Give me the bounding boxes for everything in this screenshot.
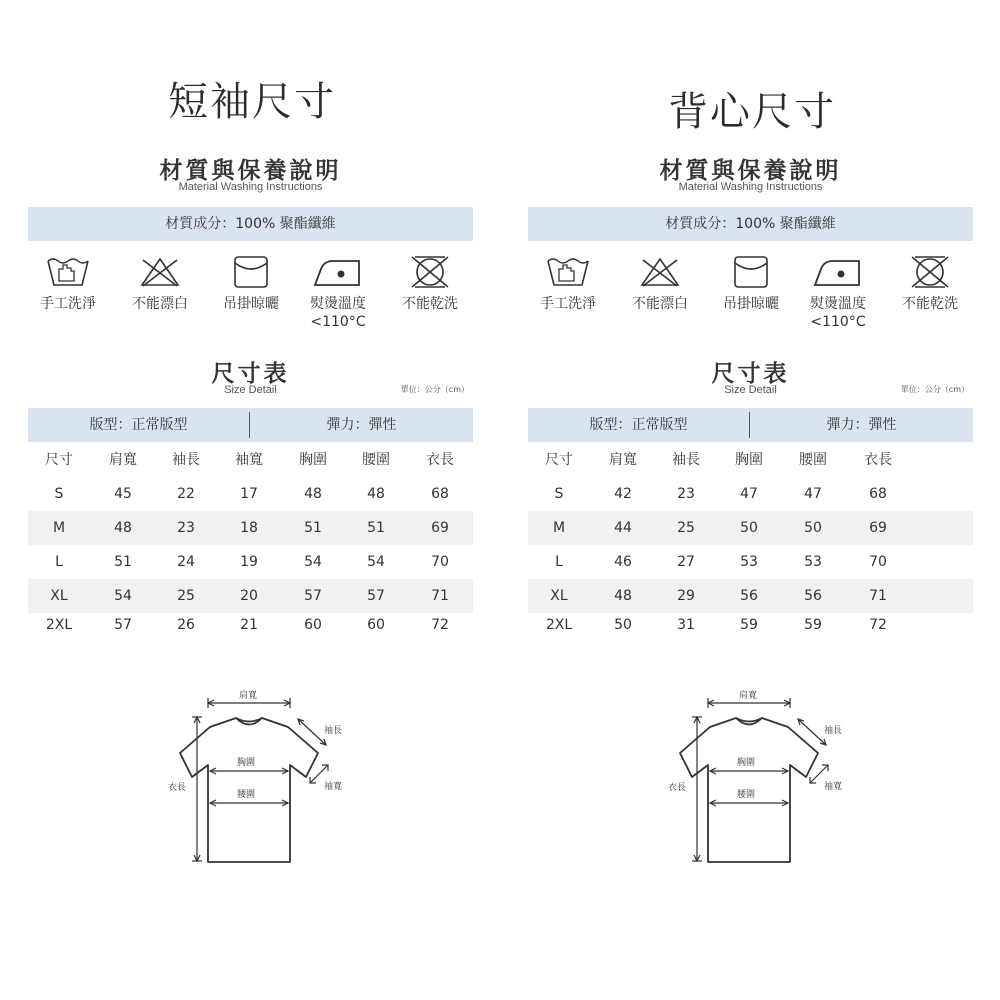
table-header-cell: 胸圍 (299, 452, 327, 468)
diagram-label-sleeve-width: 袖寬 (824, 782, 843, 792)
diagram-label-length: 衣長 (668, 783, 687, 793)
diagram-label-waist: 腰圍 (737, 790, 756, 800)
table-row (528, 511, 973, 545)
care-label: 手工洗淨 (40, 296, 96, 312)
measurement-cell: 70 (431, 554, 449, 570)
measurement-cell: 48 (304, 486, 322, 502)
measurement-cell: 68 (431, 486, 449, 502)
table-row (528, 477, 973, 511)
size-label-cell: 2XL (45, 617, 73, 633)
table-header-cell: 腰圍 (799, 452, 827, 468)
measurement-cell: 57 (367, 588, 385, 604)
care-label: 手工洗淨 (540, 296, 596, 312)
table-header (528, 446, 973, 474)
table-row (28, 477, 473, 511)
measurement-cell: 53 (804, 554, 822, 570)
care-label: 不能漂白 (132, 296, 188, 312)
stretch-type: 彈力：彈性 (326, 417, 397, 433)
diagram-label-sleeve-width: 袖寬 (324, 782, 343, 792)
diagram-label-chest: 胸圍 (737, 758, 756, 768)
size-label-cell: 2XL (545, 617, 573, 633)
size-label-cell: XL (550, 588, 568, 604)
table-header-cell: 肩寬 (109, 452, 137, 468)
care-hand-wash (528, 255, 608, 313)
size-label-cell: M (52, 520, 66, 536)
measurement-cell: 56 (740, 588, 758, 604)
size-label-cell: S (54, 486, 64, 502)
hang-dry-icon (228, 255, 274, 289)
measurement-cell: 22 (177, 486, 195, 502)
measurement-cell: 72 (431, 617, 449, 633)
measurement-cell: 18 (240, 520, 258, 536)
fit-type: 版型：正常版型 (89, 417, 188, 433)
measurement-cell: 50 (740, 520, 758, 536)
material-band (28, 207, 473, 241)
measurement-cell: 70 (869, 554, 887, 570)
table-header-cell: 袖長 (672, 452, 700, 468)
material-title: 材質與保養說明 (159, 158, 342, 184)
material-subtitle: Material Washing Instructions (678, 181, 823, 193)
measurement-cell: 48 (114, 520, 132, 536)
measurement-cell: 29 (677, 588, 695, 604)
care-icons (28, 255, 473, 335)
care-no-bleach (620, 255, 700, 313)
iron-low-icon (311, 255, 365, 289)
measurement-cell: 71 (431, 588, 449, 604)
measurement-cell: 71 (869, 588, 887, 604)
measurement-cell: 60 (304, 617, 322, 633)
table-row (28, 579, 473, 613)
size-label-cell: L (555, 554, 563, 570)
size-label-cell: S (554, 486, 564, 502)
hand-wash-icon (45, 255, 91, 289)
table-row (28, 545, 473, 579)
measurement-cell: 50 (804, 520, 822, 536)
measurement-cell: 31 (677, 617, 695, 633)
measurement-cell: 27 (677, 554, 695, 570)
table-row (28, 511, 473, 545)
diagram-label-chest: 胸圍 (237, 758, 256, 768)
care-label: 不能漂白 (632, 296, 688, 312)
table-header-cell: 袖長 (172, 452, 200, 468)
measurement-cell: 45 (114, 486, 132, 502)
size-title: 尺寸表 (711, 361, 790, 387)
unit-note: 單位：公分（cm） (400, 385, 469, 394)
measurement-cell: 51 (114, 554, 132, 570)
care-no-dry-clean (890, 255, 970, 313)
table-header-cell: 衣長 (426, 452, 454, 468)
measurement-cell: 26 (177, 617, 195, 633)
iron-low-icon (811, 255, 865, 289)
care-icons (528, 255, 973, 335)
measurement-cell: 23 (177, 520, 195, 536)
care-label: 吊掛晾曬 (223, 296, 279, 312)
care-label-iron: 熨燙溫度 <110°C (810, 296, 866, 330)
diagram-label-length: 衣長 (168, 783, 187, 793)
care-hang-dry (711, 255, 791, 313)
panel-title: 短袖尺寸 (168, 79, 336, 125)
measurement-cell: 44 (614, 520, 632, 536)
unit-note: 單位：公分（cm） (900, 385, 969, 394)
measurement-cell: 54 (114, 588, 132, 604)
diagram-label-waist: 腰圍 (237, 790, 256, 800)
measurement-cell: 25 (177, 588, 195, 604)
measurement-cell: 48 (614, 588, 632, 604)
care-no-dry-clean (390, 255, 470, 313)
table-header-cell: 衣長 (864, 452, 892, 468)
diagram-label-shoulder: 肩寬 (739, 691, 758, 701)
measurement-cell: 21 (240, 617, 258, 633)
care-iron (798, 255, 878, 331)
measurement-cell: 51 (367, 520, 385, 536)
measurement-cell: 69 (431, 520, 449, 536)
tshirt-outline-icon (638, 685, 878, 870)
table-header (28, 446, 473, 474)
measurement-cell: 59 (740, 617, 758, 633)
size-subtitle: Size Detail (724, 384, 777, 396)
table-header-cell: 腰圍 (362, 452, 390, 468)
size-title: 尺寸表 (211, 361, 290, 387)
tshirt-diagram (638, 685, 878, 870)
fit-band (528, 408, 973, 442)
measurement-cell: 68 (869, 486, 887, 502)
tshirt-diagram (138, 685, 378, 870)
measurement-cell: 17 (240, 486, 258, 502)
care-label: 不能乾洗 (902, 296, 958, 312)
size-label-cell: M (552, 520, 566, 536)
table-row (528, 610, 973, 640)
measurement-cell: 53 (740, 554, 758, 570)
measurement-cell: 60 (367, 617, 385, 633)
material-band (528, 207, 973, 241)
care-label: 吊掛晾曬 (723, 296, 779, 312)
material-title: 材質與保養說明 (659, 158, 842, 184)
panel-short-sleeve (28, 0, 473, 1000)
measurement-cell: 50 (614, 617, 632, 633)
care-hang-dry (211, 255, 291, 313)
measurement-cell: 24 (177, 554, 195, 570)
measurement-cell: 19 (240, 554, 258, 570)
no-bleach-icon (637, 255, 683, 289)
material-composition: 材質成分：100% 聚酯纖維 (165, 216, 336, 232)
fit-divider (749, 412, 750, 438)
stretch-type: 彈力：彈性 (826, 417, 897, 433)
table-header-cell: 尺寸 (545, 452, 573, 468)
measurement-cell: 69 (869, 520, 887, 536)
measurement-cell: 25 (677, 520, 695, 536)
measurement-cell: 48 (367, 486, 385, 502)
care-label-iron: 熨燙溫度 <110°C (310, 296, 366, 330)
table-header-cell: 袖寬 (235, 452, 263, 468)
measurement-cell: 56 (804, 588, 822, 604)
fit-band (28, 408, 473, 442)
measurement-cell: 54 (304, 554, 322, 570)
measurement-cell: 72 (869, 617, 887, 633)
table-row (28, 610, 473, 640)
measurement-cell: 47 (804, 486, 822, 502)
material-subtitle: Material Washing Instructions (178, 181, 323, 193)
care-label: 不能乾洗 (402, 296, 458, 312)
measurement-cell: 57 (304, 588, 322, 604)
hang-dry-icon (728, 255, 774, 289)
table-row (528, 545, 973, 579)
measurement-cell: 23 (677, 486, 695, 502)
panel-vest (528, 0, 973, 1000)
table-row (528, 579, 973, 613)
measurement-cell: 59 (804, 617, 822, 633)
care-hand-wash (28, 255, 108, 313)
measurement-cell: 47 (740, 486, 758, 502)
no-dry-clean-icon (907, 255, 953, 289)
measurement-cell: 57 (114, 617, 132, 633)
table-header-cell: 胸圍 (735, 452, 763, 468)
care-iron (298, 255, 378, 331)
material-composition: 材質成分：100% 聚酯纖維 (665, 216, 836, 232)
hand-wash-icon (545, 255, 591, 289)
measurement-cell: 46 (614, 554, 632, 570)
measurement-cell: 51 (304, 520, 322, 536)
diagram-label-sleeve-length: 袖長 (824, 726, 843, 736)
no-bleach-icon (137, 255, 183, 289)
no-dry-clean-icon (407, 255, 453, 289)
size-label-cell: L (55, 554, 63, 570)
care-no-bleach (120, 255, 200, 313)
measurement-cell: 54 (367, 554, 385, 570)
tshirt-outline-icon (138, 685, 378, 870)
size-label-cell: XL (50, 588, 68, 604)
measurement-cell: 42 (614, 486, 632, 502)
table-header-cell: 肩寬 (609, 452, 637, 468)
panel-title: 背心尺寸 (668, 89, 836, 135)
diagram-label-sleeve-length: 袖長 (324, 726, 343, 736)
fit-type: 版型：正常版型 (589, 417, 688, 433)
measurement-cell: 20 (240, 588, 258, 604)
table-header-cell: 尺寸 (45, 452, 73, 468)
size-subtitle: Size Detail (224, 384, 277, 396)
fit-divider (249, 412, 250, 438)
diagram-label-shoulder: 肩寬 (239, 691, 258, 701)
